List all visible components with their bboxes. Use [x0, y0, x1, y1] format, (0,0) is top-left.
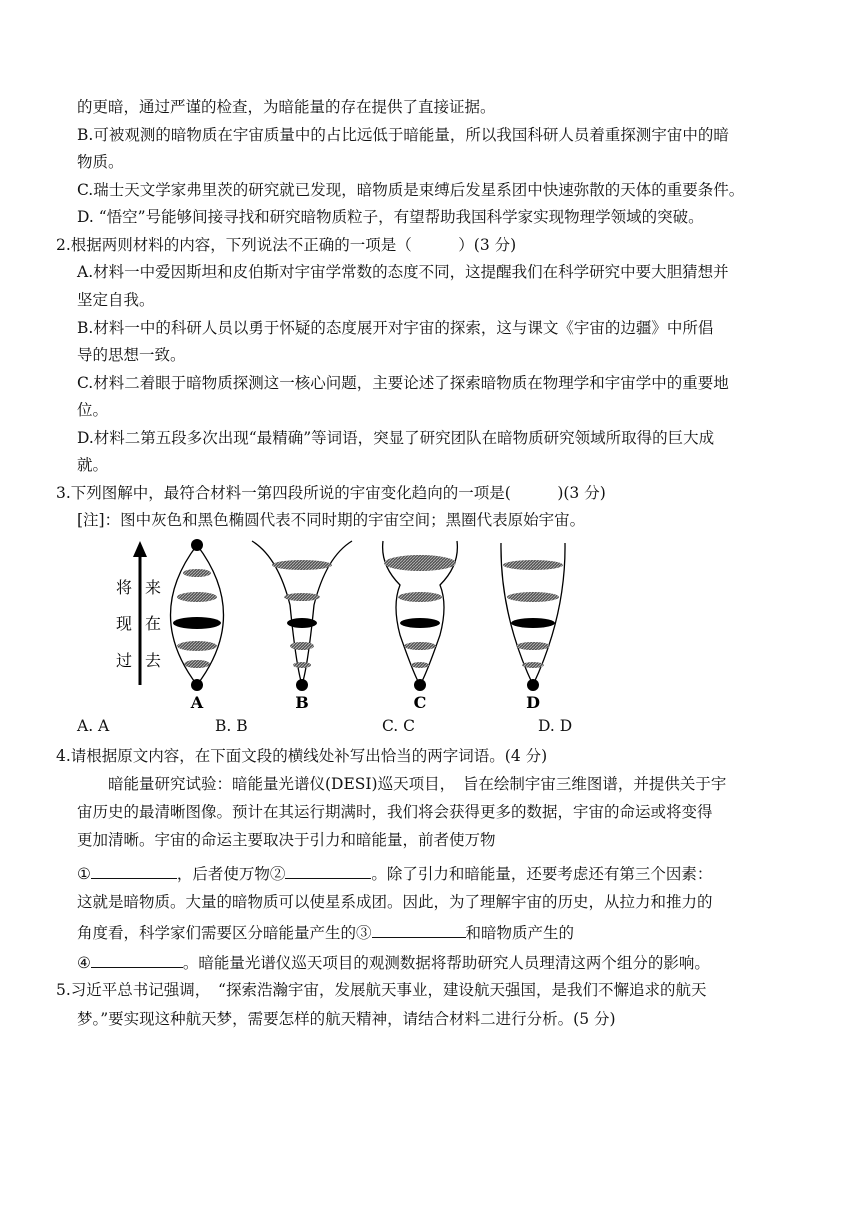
figure-c	[383, 541, 458, 712]
q4-text: 。暗能量光谱仪巡天项目的观测数据将帮助研究人员理清这两个组分的影响。	[182, 954, 710, 972]
q4-text: ，后者使万物②	[176, 865, 286, 883]
axis-left-label: 现	[115, 614, 133, 633]
answer-blank-3[interactable]	[372, 921, 466, 938]
q1-option-b-line1: B.可被观测的暗物质在宇宙质量中的占比远低于暗能量，所以我国科研人员着重探测宇宙中的暗	[77, 126, 729, 144]
arrow-head-icon	[133, 541, 147, 557]
answer-blank-2[interactable]	[285, 862, 371, 879]
q1-option-a-continued: 的更暗，通过严谨的检查，为暗能量的存在提供了直接证据。	[77, 98, 496, 116]
q3-option-b: B. B	[215, 717, 248, 735]
blank-number: ④	[77, 954, 91, 972]
q4-paragraph-line: 暗能量研究试验：暗能量光谱仪(DESI)巡天项目， 旨在绘制宇宙三维图谱，并提供关于宇	[108, 775, 727, 793]
q1-option-c: C.瑞士天文学家弗里茨的研究就已发现，暗物质是束缚后发星系团中快速弥散的天体的重要条件。	[77, 181, 745, 199]
q2-option-d-line2: 就。	[77, 456, 109, 474]
axis-left-label: 过	[115, 651, 133, 670]
q4-paragraph-line: 这就是暗物质。大量的暗物质可以使星系成团。因此，为了理解宇宙的历史，从拉力和推力的	[77, 893, 713, 911]
blank-number: ①	[77, 865, 91, 883]
figure-b	[252, 541, 352, 712]
q2-option-b-line2: 导的思想一致。	[77, 346, 186, 364]
q4-paragraph-line-blanks-1-2	[77, 862, 712, 884]
axis-left-label: 将	[115, 578, 133, 597]
figure-letter: C	[413, 693, 427, 712]
figure-a	[171, 539, 224, 712]
q4-paragraph-line: 更加清晰。宇宙的命运主要取决于引力和暗能量，前者使万物	[77, 831, 496, 849]
axis-right-label: 在	[144, 614, 162, 633]
answer-blank-4[interactable]	[91, 951, 183, 968]
q2-option-c-line2: 位。	[77, 401, 109, 419]
q4-stem: 4.请根据原文内容，在下面文段的横线处补写出恰当的两字词语。(4 分)	[56, 747, 548, 765]
universe-diagram	[100, 535, 580, 715]
figure-d	[501, 543, 565, 712]
figure-letter: B	[295, 693, 309, 712]
q4-text: 和暗物质产生的	[465, 924, 575, 942]
q4-text: 。除了引力和暗能量，还要考虑还有第三个因素：	[371, 865, 713, 883]
q5-line2: 梦。”要实现这种航天梦，需要怎样的航天精神，请结合材料二进行分析。(5 分)	[77, 1010, 616, 1028]
q3-stem: 3.下列图解中，最符合材料一第四段所说的宇宙变化趋向的一项是( )(3 分)	[56, 484, 606, 502]
figure-letter: D	[526, 693, 540, 712]
q2-stem: 2.根据两则材料的内容，下列说法不正确的一项是（ ）(3 分)	[56, 236, 517, 254]
q3-option-d: D. D	[538, 717, 573, 735]
q5-line1: 5.习近平总书记强调， “探索浩瀚宇宙，发展航天事业，建设航天强国，是我们不懈追求的航天	[56, 981, 707, 999]
q4-text: 角度看，科学家们需要区分暗能量产生的③	[77, 924, 372, 942]
q4-paragraph-line: 宙历史的最清晰图像。预计在其运行期满时，我们将会获得更多的数据，宇宙的命运或将变得	[77, 803, 713, 821]
q3-option-c: C. C	[382, 717, 416, 735]
q2-option-d-line1: D.材料二第五段多次出现“最精确”等词语，突显了研究团队在暗物质研究领域所取得的巨大成	[77, 429, 715, 447]
q2-option-a-line2: 坚定自我。	[77, 291, 155, 309]
q1-option-b-line2: 物质。	[77, 153, 124, 171]
q1-option-d: D. “悟空”号能够间接寻找和研究暗物质粒子，有望帮助我国科学家实现物理学领域的突破。	[77, 208, 704, 226]
q2-option-b-line1: B.材料一中的科研人员以勇于怀疑的态度展开对宇宙的探索，这与课文《宇宙的边疆》中所倡	[77, 319, 714, 337]
q2-option-a-line1: A.材料一中爱因斯坦和皮伯斯对宇宙学常数的态度不同，这提醒我们在科学研究中要大胆猜想并	[77, 263, 729, 281]
q3-option-a: A. A	[77, 717, 110, 735]
axis-right-label: 来	[144, 578, 162, 597]
figure-letter: A	[190, 693, 204, 712]
axis-right-label: 去	[144, 651, 162, 670]
q4-paragraph-line-blank-4	[77, 951, 710, 973]
q4-paragraph-line-blank-3	[77, 921, 574, 943]
q2-option-c-line1: C.材料二着眼于暗物质探测这一核心问题，主要论述了探索暗物质在物理学和宇宙学中的重要地	[77, 374, 729, 392]
q3-note: [注]：图中灰色和黑色椭圆代表不同时期的宇宙空间；黑圈代表原始宇宙。	[77, 511, 586, 529]
answer-blank-1[interactable]	[91, 862, 177, 879]
